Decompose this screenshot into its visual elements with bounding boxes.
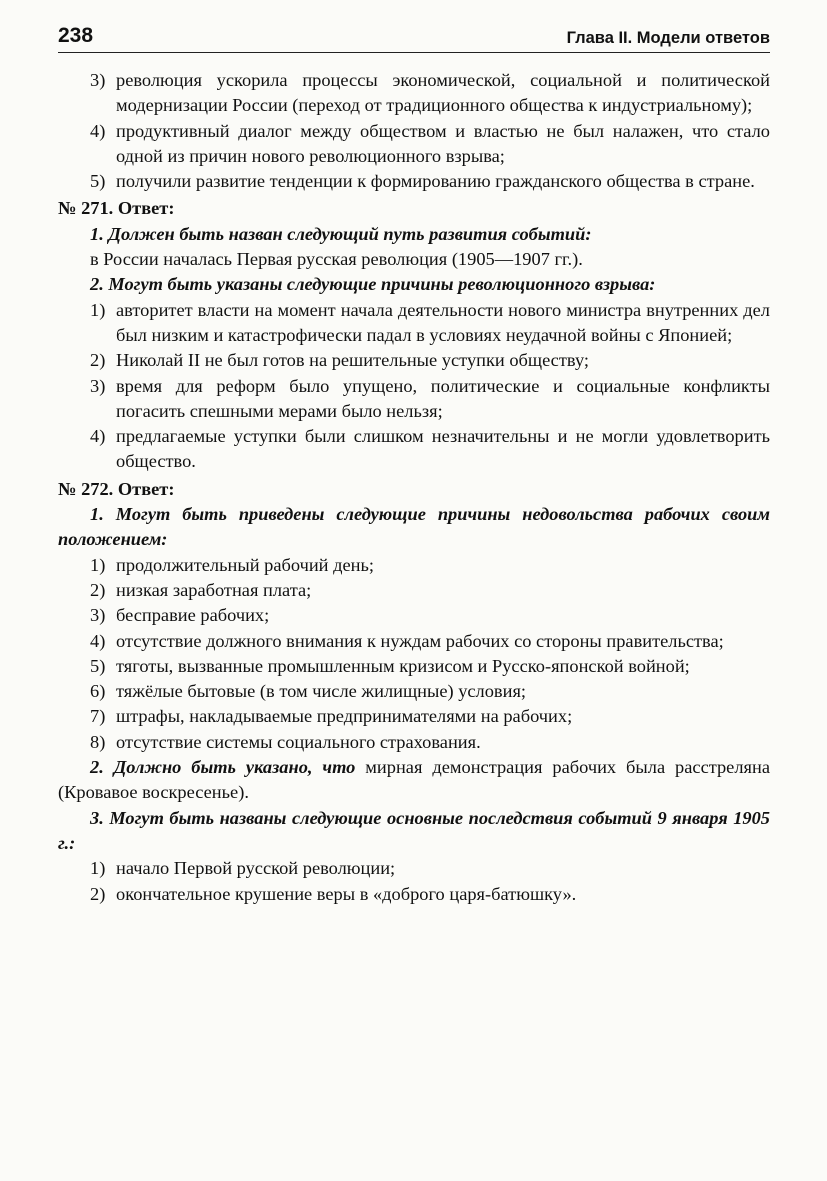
list-item: 2) Николай II не был готов на решительные уступки обществу; xyxy=(90,350,590,371)
answer-271-part1-label: 1. Должен быть назван следующий путь развития событий: xyxy=(90,223,592,244)
answer-271-part1-text: в России началась Первая русская революция (1905—1907 гг.). xyxy=(90,249,583,270)
list-item: 3) бесправие рабочих; xyxy=(90,605,270,626)
answer-272-part1-label: 1. Могут быть приведены следующие причины недовольства рабочих своим положением: xyxy=(58,504,770,550)
list-item: 4) продуктивный диалог между обществом и властью не был налажен, что стало одной из причин нового революционного взрыва; xyxy=(90,120,770,166)
answer-272-consequences-list xyxy=(58,856,770,907)
list-item: 3) время для реформ было упущено, политические и социальные конфликты погасить спешными мерами было нельзя; xyxy=(90,375,770,421)
answer-272-heading: № 272. Ответ: xyxy=(58,478,175,499)
answer-271-heading: № 271. Ответ: xyxy=(58,198,175,219)
running-header xyxy=(58,22,770,53)
answer-271-list xyxy=(58,298,770,475)
list-item: 8) отсутствие системы социального страхования. xyxy=(90,731,481,752)
page-number: 238 xyxy=(58,24,94,47)
list-item: 1) продолжительный рабочий день; xyxy=(90,554,374,575)
intro-list xyxy=(58,68,770,194)
list-item: 3) революция ускорила процессы экономической, социальной и политической модернизации России (переход от традиционного общества к индустриальному); xyxy=(90,70,770,116)
list-item: 2) низкая заработная плата; xyxy=(90,579,312,600)
answer-271-part2-label: 2. Могут быть указаны следующие причины революционного взрыва: xyxy=(90,274,656,295)
answer-272-part2 xyxy=(58,755,770,806)
list-item: 1) авторитет власти на момент начала деятельности нового министра внутренних дел был низким и катастрофически падал в условиях неудачной войны с Японией; xyxy=(90,299,770,345)
list-item: 7) штрафы, накладываемые предпринимателями на рабочих; xyxy=(90,706,573,727)
answer-272-part2-label: 2. Должно быть указано, что xyxy=(90,757,356,778)
chapter-title: Глава II. Модели ответов xyxy=(566,29,770,47)
list-item: 4) отсутствие должного внимания к нуждам рабочих со стороны правительства; xyxy=(90,630,724,651)
list-item: 6) тяжёлые бытовые (в том числе жилищные) условия; xyxy=(90,681,527,702)
list-item: 1) начало Первой русской революции; xyxy=(90,858,396,879)
answer-272-part2-text: мирная демонстрация рабочих была расстреляна (Кровавое воскресенье). xyxy=(58,757,770,803)
list-item: 5) получили развитие тенденции к формированию гражданского общества в стране. xyxy=(90,171,755,192)
list-item: 2) окончательное крушение веры в «доброго царя-батюшку». xyxy=(90,883,577,904)
answer-272-list xyxy=(58,553,770,755)
list-item: 4) предлагаемые уступки были слишком незначительны и не могли удовлетворить общество. xyxy=(90,426,770,472)
answer-272-part3-label: 3. Могут быть названы следующие основные последствия событий 9 января 1905 г.: xyxy=(58,807,770,853)
list-item: 5) тяготы, вызванные промышленным кризисом и Русско-японской войной; xyxy=(90,655,690,676)
page-content xyxy=(58,68,770,907)
